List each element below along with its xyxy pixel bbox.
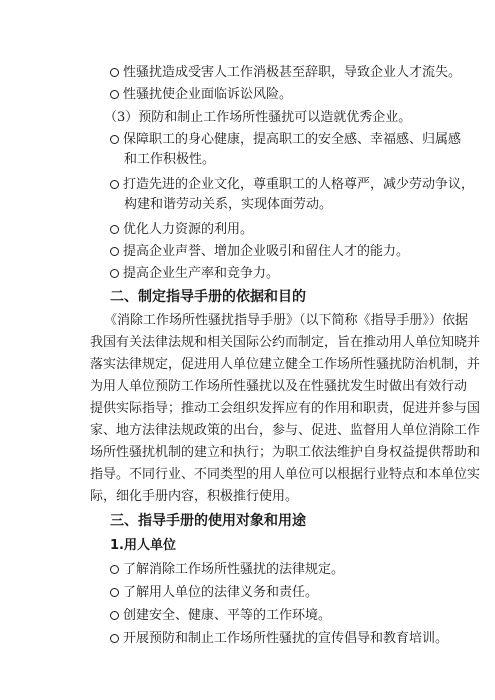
paragraph-line: 指导。不同行业、不同类型的用人单位可以根据行业特点和本单位实 <box>90 467 481 482</box>
list-item-text: 提高企业声誉、增加企业吸引和留住人才的能力。 <box>123 244 410 259</box>
list-item <box>110 243 409 261</box>
circle-bullet-icon <box>110 135 119 144</box>
list-item-text: 了解消除工作场所性骚扰的法律规定。 <box>123 562 345 577</box>
list-item <box>110 584 318 602</box>
paragraph-line: 落实法律规定，促进用人单位建立健全工作场所性骚扰防治机制，并 <box>90 357 481 372</box>
list-item <box>110 64 461 82</box>
list-item <box>110 131 461 149</box>
list-item-text: 优化人力资源的利用。 <box>123 222 254 237</box>
circle-bullet-icon <box>110 225 119 234</box>
circle-bullet-icon <box>110 180 119 189</box>
list-item <box>110 86 292 104</box>
section-heading: 三、指导手册的使用对象和用途 <box>110 513 306 529</box>
circle-bullet-icon <box>110 90 119 99</box>
list-item-text: 性骚扰使企业面临诉讼风险。 <box>123 87 293 102</box>
list-item-text: 提高企业生产率和竞争力。 <box>123 266 280 281</box>
paragraph-line: 际，细化手册内容，积极推行使用。 <box>90 489 299 504</box>
list-item <box>110 607 331 625</box>
circle-bullet-icon <box>110 68 119 77</box>
list-item <box>110 265 279 283</box>
paragraph-line: 《消除工作场所性骚扰指导手册》（以下简称《指导手册》）依据 <box>104 313 469 328</box>
paragraph-line: 为用人单位预防工作场所性骚扰以及在性骚扰发生时做出有效行动 <box>90 379 468 394</box>
paragraph-line: 提供实际指导；推动工会组织发挥应有的作用和职责，促进并参与国 <box>90 401 481 416</box>
section-heading: 二、制定指导手册的依据和目的 <box>110 289 306 305</box>
list-item-text: 打造先进的企业文化，尊重职工的人格尊严，减少劳动争议， <box>123 177 475 192</box>
list-item <box>110 630 448 648</box>
list-item <box>110 561 344 579</box>
circle-bullet-icon <box>110 588 119 597</box>
paragraph-line: 场所性骚扰机制的建立和执行；为职工依法维护自身权益提供帮助和 <box>90 445 481 460</box>
list-item-text: 开展预防和制止工作场所性骚扰的宣传倡导和教育培训。 <box>123 631 449 646</box>
circle-bullet-icon <box>110 634 119 643</box>
list-item-text: 创建安全、健康、平等的工作环境。 <box>123 608 332 623</box>
paragraph-line: 我国有关法律法规和相关国际公约而制定，旨在推动用人单位知晓并 <box>90 335 481 350</box>
numbered-item: （3）预防和制止工作场所性骚扰可以造就优秀企业。 <box>104 110 412 125</box>
paragraph-line: 家、地方法律法规政策的出台，参与、促进、监督用人单位消除工作 <box>90 423 481 438</box>
circle-bullet-icon <box>110 611 119 620</box>
list-item <box>110 176 474 194</box>
list-item-continuation: 构建和谐劳动关系，实现体面劳动。 <box>124 197 333 212</box>
circle-bullet-icon <box>110 565 119 574</box>
circle-bullet-icon <box>110 269 119 278</box>
list-item <box>110 221 253 239</box>
circle-bullet-icon <box>110 247 119 256</box>
subheading: 1.用人单位 <box>110 538 176 553</box>
list-item-text: 了解用人单位的法律义务和责任。 <box>123 585 319 600</box>
list-item-text: 保障职工的身心健康，提高职工的安全感、幸福感、归属感 <box>123 132 462 147</box>
list-item-continuation: 和工作积极性。 <box>124 152 216 167</box>
list-item-text: 性骚扰造成受害人工作消极甚至辞职，导致企业人才流失。 <box>123 65 462 80</box>
